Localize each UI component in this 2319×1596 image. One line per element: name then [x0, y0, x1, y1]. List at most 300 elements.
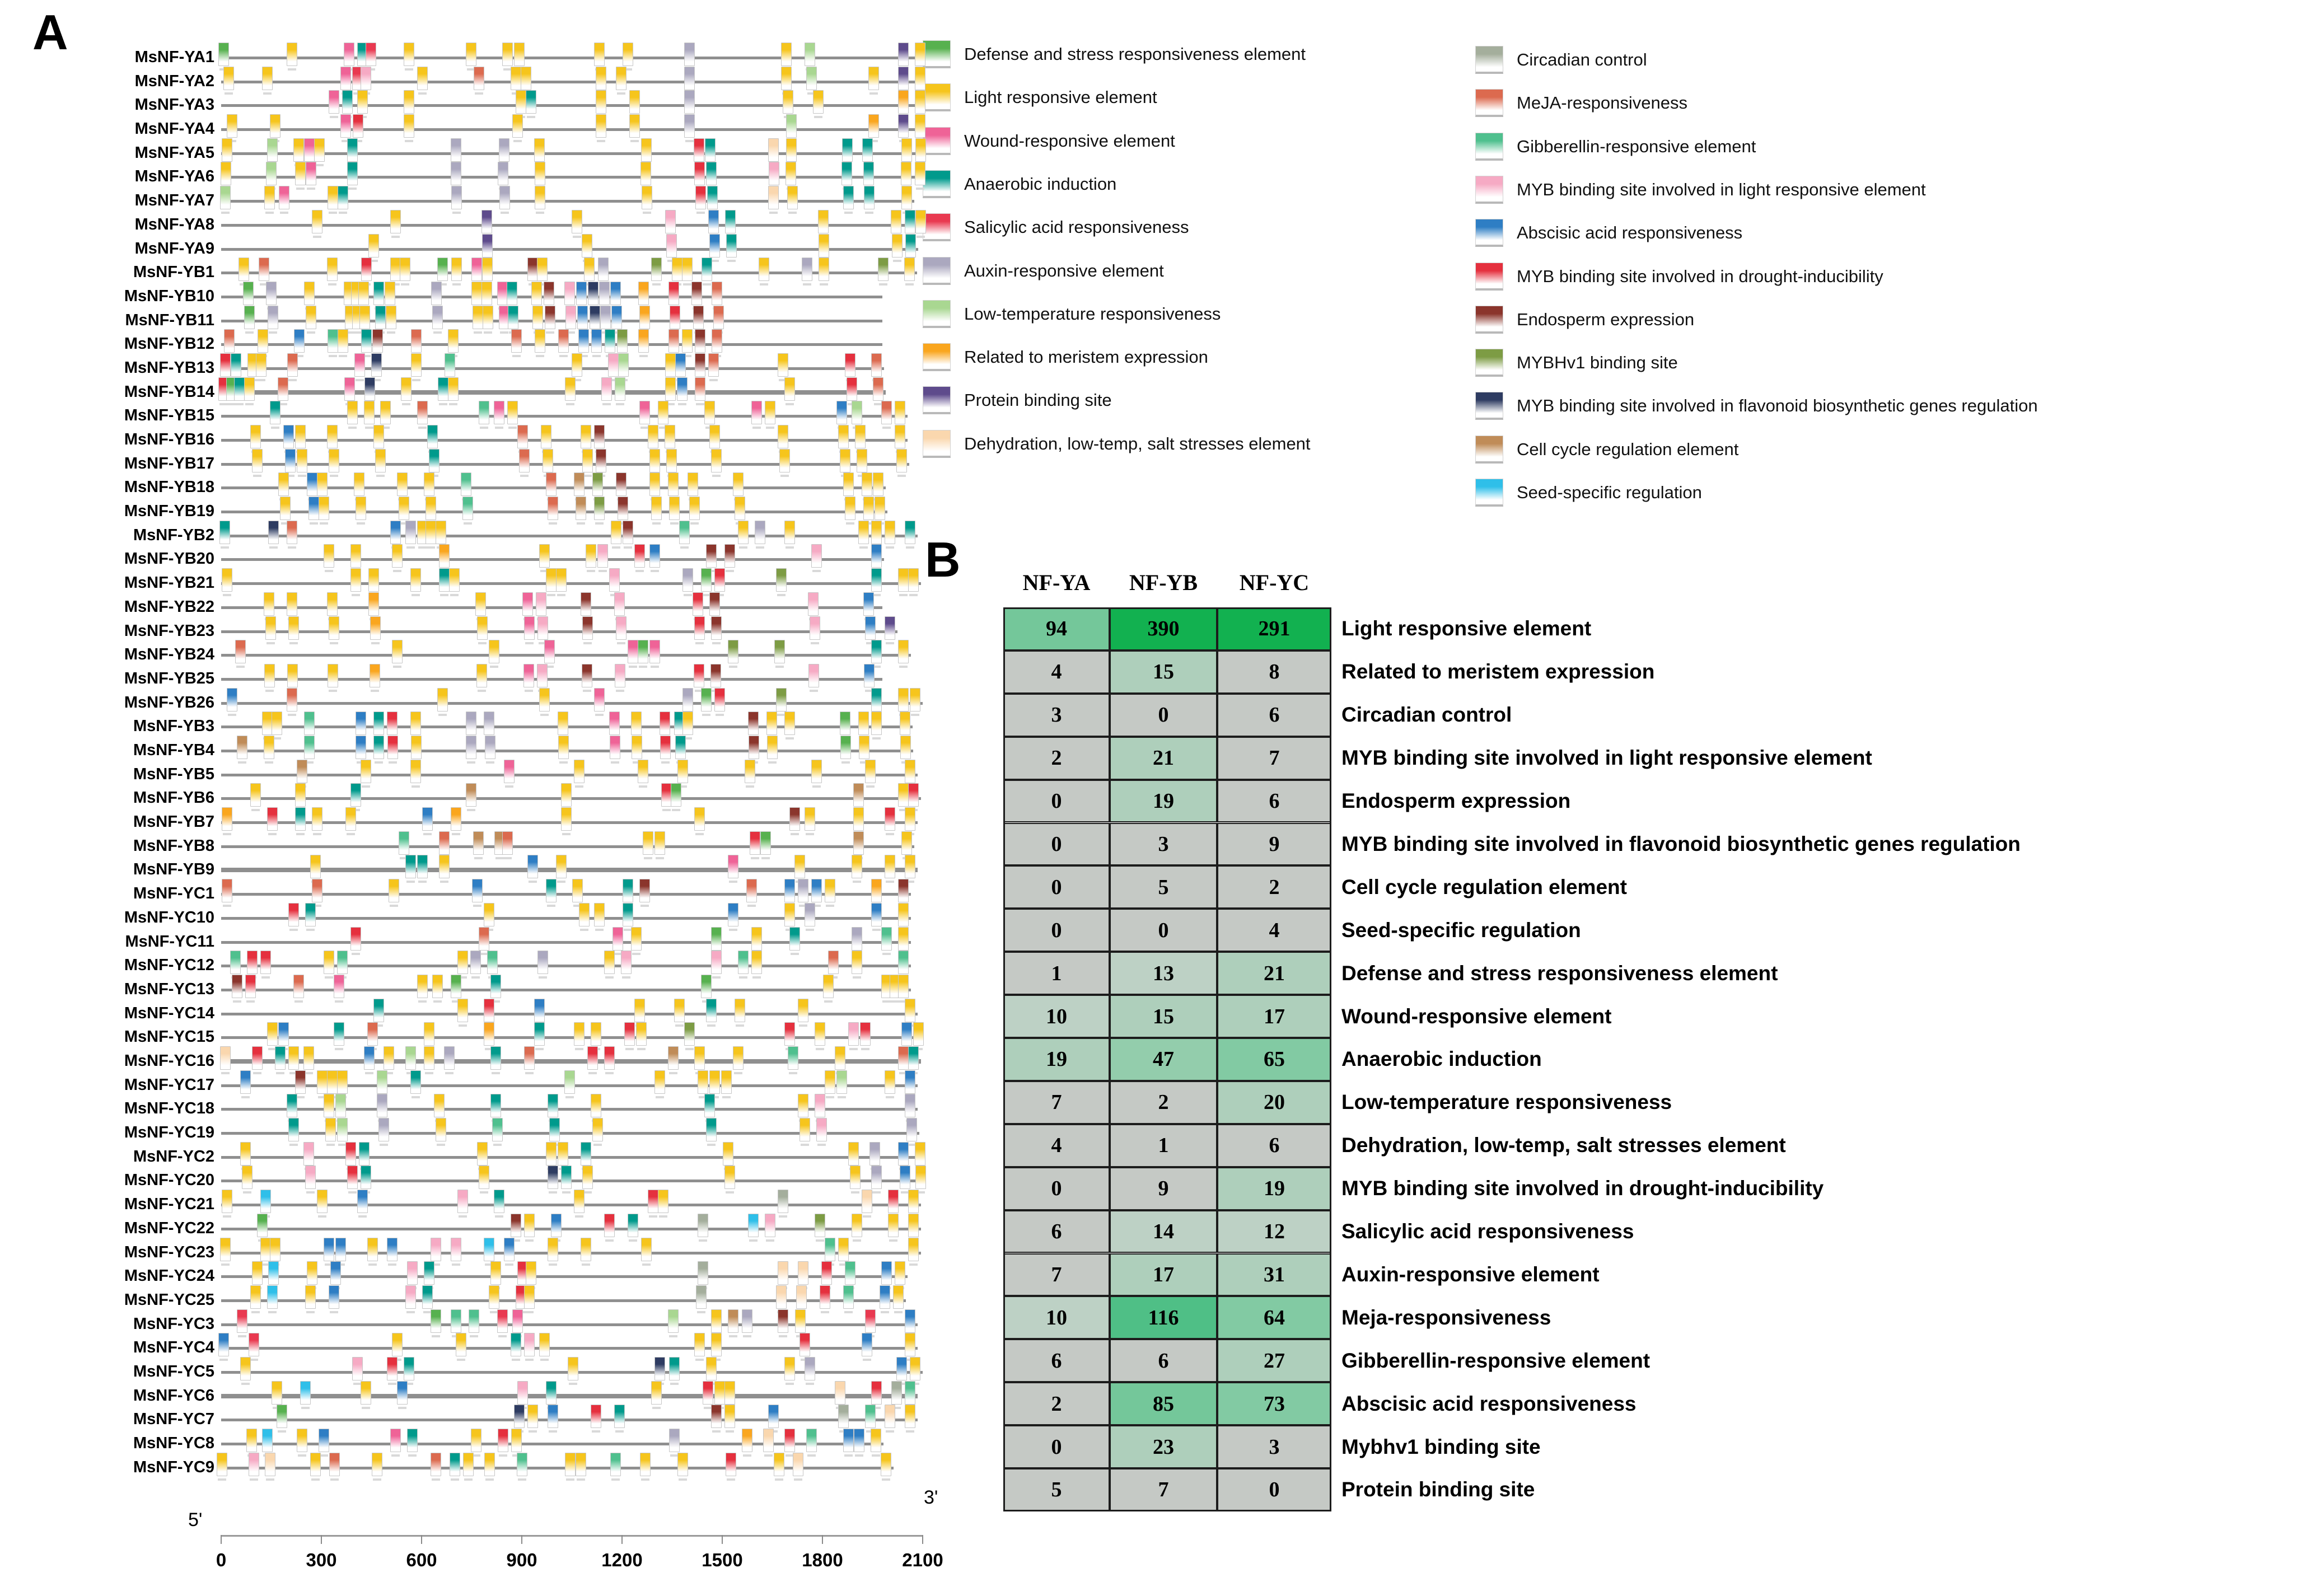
gene-label: MsNF-YB10 [124, 287, 214, 305]
motif-gibberellin-responsive [445, 353, 455, 377]
motif-abscisic-acid [307, 472, 317, 496]
motif-defense-stress [840, 712, 850, 735]
motif-light-responsive [640, 162, 651, 185]
motif-light-responsive [865, 760, 876, 783]
motif-light-responsive [250, 783, 261, 807]
gene-line [221, 630, 897, 633]
gene-label: MsNF-YB26 [124, 693, 214, 712]
gene-label: MsNF-YC19 [124, 1124, 214, 1142]
gene-line [221, 702, 923, 705]
motif-light-responsive [252, 449, 263, 472]
motif-light-responsive [898, 975, 909, 998]
motif-anaerobic-induction [438, 377, 448, 401]
motif-meja-responsiveness [329, 1453, 340, 1476]
gene-label: MsNF-YB21 [124, 574, 214, 592]
gene-label: MsNF-YC22 [124, 1219, 214, 1237]
motif-abscisic-acid [335, 1238, 346, 1261]
motif-meristem-expression [638, 329, 649, 353]
gene-line [221, 1323, 918, 1326]
motif-light-responsive [411, 736, 422, 759]
motif-light-responsive [908, 568, 919, 592]
motif-salicylic-acid [366, 43, 376, 66]
motif-light-responsive [594, 903, 605, 926]
motif-gibberellin-responsive [451, 1309, 461, 1333]
motif-light-responsive [293, 138, 304, 162]
legend-swatch-myb-light-icon [1475, 176, 1503, 204]
motif-light-responsive [863, 497, 874, 520]
motif-meristem-expression [368, 592, 379, 616]
motif-myb-drought [695, 186, 706, 209]
motif-light-responsive [891, 210, 901, 233]
motif-anaerobic-induction [287, 1094, 297, 1117]
motif-auxin-responsive [600, 306, 611, 329]
motif-anaerobic-induction [490, 975, 501, 998]
motif-anaerobic-induction [707, 186, 718, 209]
motif-meristem-expression [451, 807, 461, 831]
motif-salicylic-acid [865, 1309, 876, 1333]
motif-light-responsive [915, 43, 925, 66]
motif-anaerobic-induction [726, 234, 737, 258]
motif-myb-drought [821, 1261, 832, 1285]
gene-label: MsNF-YC20 [124, 1171, 214, 1190]
motif-light-responsive [265, 616, 276, 640]
table-cell: 0 [1003, 909, 1110, 952]
motif-light-responsive [898, 640, 909, 663]
motif-light-responsive [623, 43, 633, 66]
motif-meja-responsiveness [367, 1022, 378, 1046]
gene-line [221, 1156, 923, 1159]
motif-defense-stress [711, 927, 722, 951]
motif-light-responsive [898, 688, 909, 712]
motif-light-responsive [898, 903, 909, 926]
motif-auxin-responsive [682, 568, 693, 592]
table-cell: 17 [1110, 1253, 1217, 1297]
motif-myb-drought [220, 353, 231, 377]
gene-line [221, 582, 921, 585]
gene-line [221, 415, 908, 418]
motif-myb-drought [784, 1429, 795, 1452]
motif-light-responsive [424, 1046, 434, 1070]
motif-light-responsive [327, 1070, 338, 1094]
motif-light-responsive [223, 67, 234, 90]
motif-myb-light [564, 282, 575, 305]
motif-dehydration-lowtemp-salt [220, 1046, 231, 1070]
legend-item-label: Wound-responsive element [964, 130, 1175, 151]
axis-tick [421, 1535, 422, 1544]
motif-gibberellin-responsive [845, 1261, 855, 1285]
axis-tick-label: 1200 [601, 1550, 643, 1570]
legend-item-label: Circadian control [1517, 50, 1647, 69]
axis-tick [822, 1535, 823, 1544]
gene-line [221, 845, 914, 848]
motif-light-responsive [258, 329, 268, 353]
motif-light-responsive [314, 138, 325, 162]
motif-light-responsive [795, 1309, 806, 1333]
motif-light-responsive [631, 927, 642, 951]
motif-light-responsive [329, 616, 339, 640]
motif-light-responsive [913, 1022, 924, 1046]
gene-label: MsNF-YB22 [124, 597, 214, 616]
motif-protein-binding [898, 114, 909, 138]
motif-abscisic-acid [811, 879, 822, 902]
motif-myb-light [666, 234, 677, 258]
gene-label: MsNF-YB1 [133, 263, 214, 282]
motif-light-responsive [516, 90, 526, 114]
motif-anaerobic-induction [429, 449, 440, 472]
motif-myb-light [665, 210, 676, 233]
motif-meja-responsiveness [411, 329, 422, 353]
motif-light-responsive [641, 1238, 652, 1261]
motif-wound-responsive [512, 1309, 523, 1333]
motif-light-responsive [327, 258, 338, 281]
table-cell: 0 [1003, 780, 1110, 823]
motif-wound-responsive [751, 401, 762, 424]
motif-light-responsive [426, 497, 436, 520]
motif-anaerobic-induction [841, 162, 852, 185]
motif-myb-drought [694, 162, 705, 185]
motif-light-responsive [410, 760, 421, 783]
motif-myb-light [769, 162, 779, 185]
motif-myb-light [609, 568, 620, 592]
axis-tick [722, 1535, 723, 1544]
motif-light-responsive [682, 258, 693, 281]
motif-light-responsive [815, 1022, 825, 1046]
motif-light-responsive [649, 472, 660, 496]
motif-anaerobic-induction [534, 1022, 545, 1046]
gene-label: MsNF-YB14 [124, 382, 214, 401]
gene-label: MsNF-YA4 [134, 120, 214, 138]
motif-light-responsive [256, 353, 267, 377]
motif-myb-drought [908, 783, 919, 807]
motif-seed-specific [262, 1429, 273, 1452]
motif-light-responsive [221, 162, 231, 185]
motif-abscisic-acid [863, 592, 874, 616]
motif-abscisic-acid [329, 1285, 339, 1309]
motif-cell-cycle [237, 736, 247, 759]
motif-meja-responsiveness [293, 975, 304, 998]
motif-light-responsive [868, 67, 879, 90]
motif-light-responsive [404, 114, 414, 138]
motif-light-responsive [521, 67, 531, 90]
motif-light-responsive [915, 210, 926, 233]
gene-label: MsNF-YA5 [134, 143, 214, 162]
motif-light-responsive [307, 1261, 317, 1285]
motif-abscisic-acid [881, 1261, 892, 1285]
motif-light-responsive [694, 1046, 705, 1070]
motif-abscisic-acid [880, 1285, 890, 1309]
motif-meja-responsiveness [871, 353, 882, 377]
motif-light-responsive [779, 449, 790, 472]
motif-myb-flavonoid [548, 1166, 558, 1189]
motif-light-responsive [910, 1357, 920, 1380]
motif-light-responsive [591, 1094, 601, 1117]
motif-light-responsive [392, 1333, 403, 1356]
motif-light-responsive [858, 521, 869, 544]
motif-anaerobic-induction [288, 1118, 299, 1141]
motif-light-responsive [784, 712, 795, 735]
motif-anaerobic-induction [334, 1022, 344, 1046]
motif-light-responsive [297, 449, 307, 472]
motif-abscisic-acid [356, 736, 366, 759]
table-row-label: Protein binding site [1341, 1478, 1535, 1501]
motif-light-responsive [594, 43, 605, 66]
motif-low-temperature [267, 138, 278, 162]
motif-light-responsive [898, 783, 909, 807]
motif-gibberellin-responsive [461, 472, 471, 496]
legend-swatch-light-responsive-icon [923, 83, 951, 111]
gene-label: MsNF-YB24 [124, 645, 214, 664]
motif-myb-light [808, 592, 819, 616]
table-row-label: Abscisic acid responsiveness [1341, 1392, 1637, 1415]
motif-light-responsive [350, 544, 361, 568]
table-cell: 6 [1217, 1124, 1331, 1167]
motif-low-temperature [405, 1046, 416, 1070]
motif-light-responsive [556, 855, 567, 878]
motif-light-responsive [404, 90, 414, 114]
motif-meja-responsiveness [519, 449, 530, 472]
motif-endosperm-expression [511, 1214, 521, 1237]
motif-anaerobic-induction [706, 1118, 717, 1141]
motif-endosperm-expression [596, 449, 606, 472]
motif-auxin-responsive [742, 1309, 752, 1333]
motif-auxin-responsive [499, 186, 510, 209]
motif-myb-drought [694, 138, 704, 162]
gene-label: MsNF-YB9 [133, 860, 214, 879]
motif-auxin-responsive [377, 1094, 387, 1117]
motif-light-responsive [858, 712, 869, 735]
table-row-label: Cell cycle regulation element [1341, 875, 1627, 898]
motif-myb-drought [260, 951, 271, 974]
motif-light-responsive [572, 210, 582, 233]
motif-abscisic-acid [551, 1214, 562, 1237]
motif-defense-stress [451, 975, 461, 998]
motif-abscisic-acid [283, 425, 294, 448]
motif-light-responsive [417, 67, 428, 90]
motif-light-responsive [358, 282, 369, 305]
gene-label: MsNF-YA9 [134, 239, 214, 258]
motif-anaerobic-induction [361, 1166, 371, 1189]
legend-swatch-protein-binding-icon [923, 386, 951, 414]
gene-label: MsNF-YC14 [124, 1004, 214, 1022]
motif-anaerobic-induction [439, 568, 450, 592]
motif-abscisic-acid [294, 329, 305, 353]
motif-light-responsive [845, 497, 855, 520]
motif-light-responsive [859, 736, 869, 759]
motif-light-responsive [287, 664, 298, 687]
motif-meja-responsiveness [222, 879, 232, 902]
motif-light-responsive [901, 162, 911, 185]
motif-meja-responsiveness [474, 67, 484, 90]
motif-light-responsive [483, 306, 493, 329]
motif-light-responsive [295, 425, 306, 448]
motif-myb-drought [648, 1190, 658, 1213]
motif-myb-light [305, 1166, 316, 1189]
motif-endosperm-expression [581, 592, 591, 616]
motif-abscisic-acid [768, 1405, 779, 1428]
motif-defense-stress [243, 282, 254, 305]
motif-auxin-responsive [466, 712, 476, 735]
motif-light-responsive [561, 783, 572, 807]
legend-swatch-anaerobic-induction-icon [923, 170, 951, 198]
motif-myb-drought [350, 927, 361, 951]
motif-light-responsive [665, 425, 675, 448]
motif-light-responsive [881, 1453, 891, 1476]
motif-cell-cycle [728, 1309, 738, 1333]
motif-abscisic-acid [577, 306, 588, 329]
motif-low-temperature [806, 67, 817, 90]
motif-light-responsive [546, 568, 557, 592]
motif-myb-drought [845, 353, 855, 377]
gene-label: MsNF-YC3 [133, 1314, 214, 1333]
motif-light-responsive [482, 258, 493, 281]
motif-abscisic-acid [901, 1022, 912, 1046]
legend-swatch-mybhv1-binding-icon [1475, 349, 1503, 377]
table-cell: 9 [1217, 823, 1331, 866]
motif-light-responsive [784, 903, 795, 926]
motif-meja-responsiveness [828, 951, 839, 974]
motif-auxin-responsive [266, 282, 277, 305]
motif-meja-responsiveness [312, 879, 322, 902]
motif-wound-responsive [340, 67, 351, 90]
motif-light-responsive [373, 425, 384, 448]
gene-label: MsNF-YC12 [124, 956, 214, 975]
motif-light-responsive [698, 1070, 708, 1094]
motif-abscisic-acid [591, 329, 602, 353]
motif-meja-responsiveness [287, 521, 297, 544]
table-row-label: Anaerobic induction [1341, 1047, 1542, 1071]
motif-light-responsive [327, 425, 338, 448]
table-cell: 10 [1003, 995, 1110, 1038]
motif-light-responsive [592, 1118, 603, 1141]
motif-light-responsive [735, 497, 745, 520]
motif-myb-light [457, 1190, 468, 1213]
table-row-label: Defense and stress responsiveness element [1341, 961, 1778, 985]
motif-myb-drought [604, 1046, 615, 1070]
motif-light-responsive [436, 521, 446, 544]
legend-swatch-wound-responsive-icon [923, 127, 951, 155]
table-cell: 47 [1110, 1038, 1217, 1081]
motif-light-responsive [908, 1238, 919, 1261]
motif-myb-drought [726, 1453, 736, 1476]
motif-light-responsive [463, 1453, 474, 1476]
motif-anaerobic-induction [407, 1429, 418, 1452]
motif-wound-responsive [504, 760, 515, 783]
motif-light-responsive [477, 1142, 488, 1166]
panel-b-label: B [925, 532, 961, 587]
motif-myb-light [608, 353, 619, 377]
legend-item-label: Salicylic acid responsiveness [964, 217, 1189, 237]
motif-wound-responsive [494, 401, 504, 424]
motif-myb-drought [252, 1046, 263, 1070]
motif-light-responsive [709, 425, 720, 448]
motif-light-responsive [329, 449, 339, 472]
motif-meristem-expression [370, 616, 381, 640]
panel-a-label: A [32, 4, 68, 60]
motif-light-responsive [835, 1046, 845, 1070]
gene-label: MsNF-YB20 [124, 550, 214, 568]
axis-tick [321, 1535, 322, 1544]
motif-light-responsive [543, 449, 553, 472]
gene-line [221, 1419, 918, 1421]
motif-light-responsive [784, 521, 795, 544]
table-row-label: MYB binding site involved in drought-inducibility [1341, 1177, 1824, 1200]
motif-light-responsive [823, 975, 834, 998]
motif-anaerobic-induction [422, 1285, 433, 1309]
motif-mybhv1-binding [651, 258, 662, 281]
motif-meja-responsiveness [898, 1046, 909, 1070]
motif-myb-drought [703, 1381, 713, 1405]
motif-myb-light [537, 664, 548, 687]
motif-endosperm-expression [789, 807, 800, 831]
motif-light-responsive [535, 162, 545, 185]
motif-myb-drought [871, 1381, 882, 1405]
motif-light-responsive [654, 1070, 665, 1094]
motif-anaerobic-induction [581, 1142, 591, 1166]
motif-wound-responsive [594, 688, 605, 712]
table-cell: 390 [1110, 607, 1217, 650]
motif-meristem-expression [439, 544, 450, 568]
motif-anaerobic-induction [669, 1357, 680, 1380]
motif-abscisic-acid [548, 1405, 558, 1428]
motif-myb-light [815, 1094, 825, 1117]
motif-light-responsive [694, 807, 705, 831]
motif-light-responsive [665, 377, 676, 401]
gene-label: MsNF-YC16 [124, 1051, 214, 1070]
motif-seed-specific [268, 1261, 279, 1285]
table-cell: 4 [1003, 1124, 1110, 1167]
gene-label: MsNF-YC5 [133, 1362, 214, 1380]
motif-light-responsive [356, 497, 366, 520]
motif-light-responsive [572, 879, 583, 902]
motif-light-responsive [651, 1381, 662, 1405]
motif-dehydration-lowtemp-salt [778, 1261, 788, 1285]
motif-salicylic-acid [237, 1309, 247, 1333]
motif-meja-responsiveness [881, 401, 892, 424]
motif-endosperm-expression [693, 306, 704, 329]
motif-light-responsive [905, 760, 915, 783]
motif-light-responsive [688, 472, 698, 496]
motif-myb-drought [634, 544, 645, 568]
motif-abscisic-acid [843, 1429, 854, 1452]
motif-abscisic-acid [898, 1142, 909, 1166]
gene-label: MsNF-YA2 [134, 72, 214, 90]
motif-abscisic-acid [865, 616, 876, 640]
legend-swatch-auxin-responsive-icon [923, 257, 951, 285]
motif-abscisic-acid [397, 1381, 408, 1405]
motif-myb-drought [484, 999, 494, 1022]
motif-anaerobic-induction [295, 807, 306, 831]
motif-anaerobic-induction [350, 783, 361, 807]
motif-light-responsive [288, 616, 299, 640]
axis-tick-label: 900 [506, 1550, 537, 1570]
legend-item-label: Anaerobic induction [964, 174, 1117, 194]
motif-light-responsive [908, 1214, 919, 1237]
motif-auxin-responsive [444, 1046, 455, 1070]
motif-light-responsive [852, 855, 862, 878]
motif-light-responsive [535, 329, 545, 353]
gene-label: MsNF-YB25 [124, 669, 214, 687]
motif-meja-responsiveness [502, 831, 513, 855]
legend-item-label: Low-temperature responsiveness [964, 303, 1221, 324]
motif-auxin-responsive [451, 138, 461, 162]
motif-light-responsive [572, 353, 582, 377]
motif-light-responsive [539, 544, 550, 568]
motif-abscisic-acid [218, 1333, 229, 1356]
table-cell: 1 [1003, 952, 1110, 995]
motif-light-responsive [244, 377, 255, 401]
motif-light-responsive [490, 1261, 501, 1285]
table-cell: 6 [1003, 1210, 1110, 1253]
